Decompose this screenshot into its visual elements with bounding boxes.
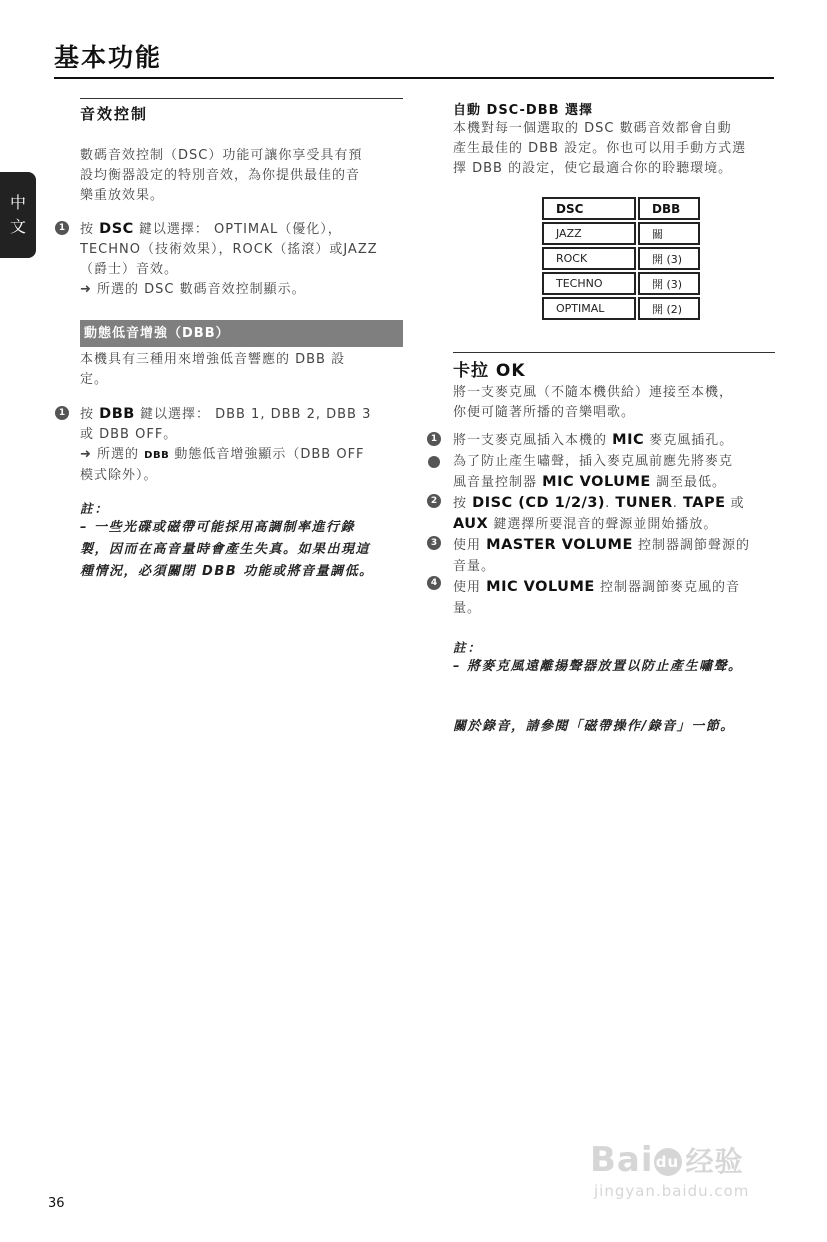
step-text: 控制器調節聲源的 (638, 538, 751, 553)
table-row (542, 272, 700, 295)
table-cell: JAZZ (542, 222, 636, 245)
watermark-logo-cn: 经验 (685, 1145, 744, 1178)
dsc-heading: 音效控制 (80, 105, 149, 123)
watermark-url: jingyan.baidu.com (594, 1182, 750, 1200)
step-text: 按 (80, 222, 95, 237)
step-text: 音量。 (453, 559, 496, 574)
karaoke-heading: 卡拉 OK (453, 361, 526, 381)
separator: . (605, 496, 611, 511)
page-title: 基本功能 (54, 43, 163, 72)
table-cell: 開 (3) (638, 247, 700, 270)
dsc-step-1 (80, 219, 378, 300)
mic-volume-label: MIC VOLUME (542, 474, 651, 490)
table-cell: ROCK (542, 247, 636, 270)
table-cell: OPTIMAL (542, 297, 636, 320)
recording-reference: 關於錄音，請參閱「磁帶操作/錄音」一節。 (453, 719, 735, 734)
step-number-badge: 1 (55, 221, 69, 235)
dsc-dbb-table (540, 195, 702, 322)
sub-bullet-dot (428, 456, 440, 468)
table-header: DBB (638, 197, 700, 220)
note-line: 製，因而在高音量時會產生失真。如果出現這 (80, 542, 371, 557)
step-text: 調至最低。 (655, 475, 726, 490)
step-text: 或 DBB OFF。 (80, 427, 178, 442)
note-line: 種情況，必須關閉 DBB 功能或將音量調低。 (80, 564, 374, 579)
note-label: 註： (80, 501, 110, 516)
step-result-text: ➜ 所選的 (80, 447, 140, 462)
dsc-intro (80, 146, 362, 206)
dsc-intro-line: 樂重放效果。 (80, 188, 165, 203)
step-text: （爵士）音效。 (80, 262, 179, 277)
note-label: 註： (453, 640, 483, 655)
table-header-row (542, 197, 700, 220)
dbb-inline-label: DBB (144, 450, 170, 461)
step-text: 量。 (453, 601, 482, 616)
dbb-note (80, 517, 374, 583)
step-text: 使用 (453, 538, 482, 553)
step-text: 為了防止產生嘯聲，插入麥克風前應先將麥克 (453, 454, 734, 469)
table-header: DSC (542, 197, 636, 220)
auto-intro-line: 擇 DBB 的設定，使它最適合你的聆聽環境。 (453, 161, 733, 176)
side-tab-char-1: 中 (9, 193, 26, 212)
dsc-section-rule (80, 98, 403, 99)
table-cell: TECHNO (542, 272, 636, 295)
title-rule (54, 77, 774, 79)
dbb-intro (80, 350, 345, 390)
mic-key-label: MIC (612, 432, 645, 448)
watermark-logo: Bai (590, 1140, 654, 1180)
dbb-key-label: DBB (99, 406, 135, 422)
step-text: 風音量控制器 (453, 475, 538, 490)
auto-intro-line: 產生最佳的 DBB 設定。你也可以用手動方式選 (453, 141, 747, 156)
step-text: 鍵以選擇： DBB 1, DBB 2, DBB 3 (139, 407, 372, 422)
step-result-text: ➜ 所選的 DSC 數碼音效控制顯示。 (80, 282, 306, 297)
auto-intro-line: 本機對每一個選取的 DSC 數碼音效都會自動 (453, 121, 732, 136)
tuner-key-label: TUNER (615, 495, 673, 511)
step-number-badge: 1 (427, 432, 441, 446)
separator: . (672, 496, 678, 511)
karaoke-note: – 將麥克風遠離揚聲器放置以防止產生嘯聲。 (453, 659, 743, 674)
step-text: 模式除外）。 (80, 468, 158, 483)
step-text: 按 (453, 496, 468, 511)
dsc-intro-line: 數碼音效控制（DSC）功能可讓你享受具有預 (80, 148, 363, 163)
master-volume-label: MASTER VOLUME (486, 537, 633, 553)
karaoke-intro-line: 將一支麥克風（不隨本機供給）連接至本機， (453, 385, 734, 400)
step-text: 或 (730, 496, 745, 511)
step-text: 鍵以選擇： OPTIMAL（優化）， (138, 222, 342, 237)
page-number: 36 (48, 1196, 65, 1211)
disc-key-label: DISC (CD 1/2/3) (472, 495, 606, 511)
step-text: 麥克風插孔。 (649, 433, 734, 448)
dbb-heading-bar: 動態低音增強（DBB） (80, 320, 403, 347)
karaoke-steps (453, 430, 750, 619)
step-text: TECHNO（技術效果），ROCK（搖滾）或JAZZ (80, 242, 378, 257)
step-text: 控制器調節麥克風的音 (599, 580, 740, 595)
table-cell: 開 (3) (638, 272, 700, 295)
aux-key-label: AUX (453, 516, 489, 532)
step-number-badge: 3 (427, 536, 441, 550)
mic-volume-label: MIC VOLUME (486, 579, 595, 595)
dbb-intro-line: 定。 (80, 372, 109, 387)
dbb-intro-line: 本機具有三種用來增強低音響應的 DBB 設 (80, 352, 346, 367)
watermark-paw-icon: du (654, 1148, 682, 1176)
dsc-key-label: DSC (99, 221, 134, 237)
step-text: 鍵選擇所要混音的聲源並開始播放。 (493, 517, 718, 532)
auto-intro (453, 119, 746, 179)
dsc-intro-line: 設均衡器設定的特別音效，為你提供最佳的音 (80, 168, 361, 183)
table-row (542, 247, 700, 270)
table-row (542, 222, 700, 245)
step-result-text: 動態低音增強顯示（DBB OFF (174, 447, 365, 462)
table-cell: 關 (638, 222, 700, 245)
table-row (542, 297, 700, 320)
side-tab-char-2: 文 (9, 217, 26, 236)
auto-heading: 自動 DSC-DBB 選擇 (453, 103, 594, 118)
karaoke-intro (453, 383, 733, 423)
step-text: 將一支麥克風插入本機的 (453, 433, 608, 448)
step-text: 使用 (453, 580, 482, 595)
table-cell: 開 (2) (638, 297, 700, 320)
dsc-dbb-table-wrap (540, 195, 702, 322)
step-number-badge: 2 (427, 494, 441, 508)
step-number-badge: 1 (55, 406, 69, 420)
step-number-badge: 4 (427, 576, 441, 590)
karaoke-section-rule (453, 352, 775, 353)
note-line: – 一些光碟或磁帶可能採用高調制率進行錄 (80, 520, 356, 535)
tape-key-label: TAPE (683, 495, 726, 511)
step-text: 按 (80, 407, 95, 422)
language-side-tab (0, 172, 36, 258)
karaoke-intro-line: 你便可隨著所播的音樂唱歌。 (453, 405, 636, 420)
dbb-step-1 (80, 404, 371, 486)
baidu-watermark (590, 1140, 749, 1200)
